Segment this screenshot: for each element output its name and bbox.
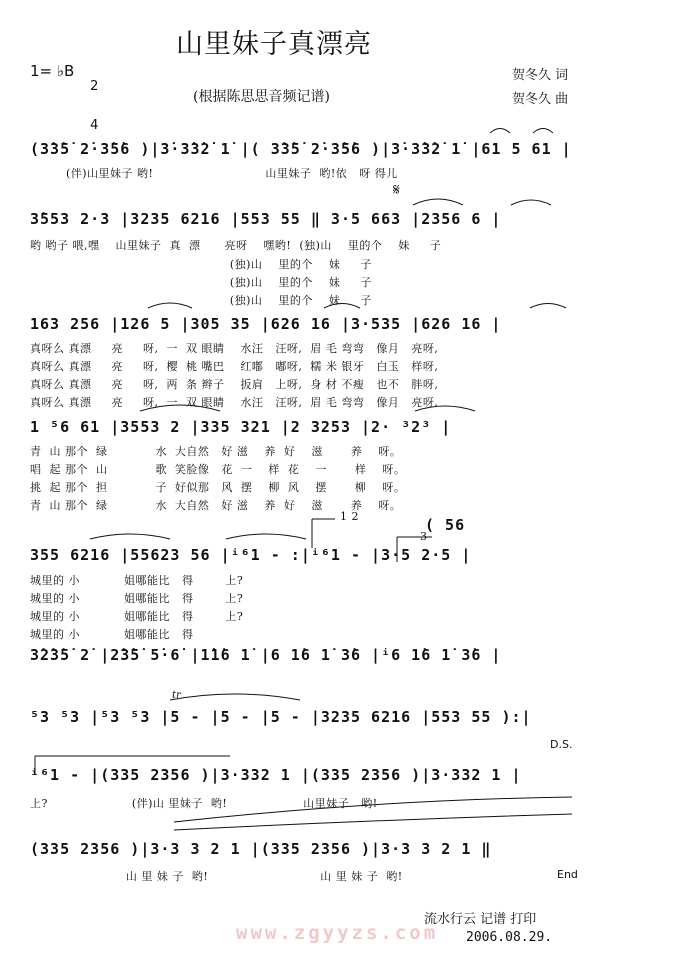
notation-row-1: (3̇3̇5̇ 2̇·3̇5̇6 )|3̇·3̇3̇2̇ 1̇ |( 3̇3̇5̇ 2̇·3̇5̇6 )|3̇·3̇3̇2̇ 1̇ |61 5 61 | [30, 140, 572, 158]
notation-row-6: 3̇2̇3̇5̇ 2̇ |2̇3̇5̇ 5̇·6̇ |1̇1̇6 1̇ |6 1̇6 1̇ 3̇6 |ⁱ6 1̇6 1̇ 3̇6 | [30, 646, 502, 664]
slur-mark [533, 129, 553, 134]
lyrics-row-8: 上? (伴)山 里妹子 哟! 山里妹子 哟! [30, 797, 378, 810]
lyrics-row-5-verse-2: 城里的 小 姐哪能比 得 上? [30, 592, 244, 605]
time-top: 2 [90, 79, 99, 94]
lyrics-row-1: (伴)山里妹子 哟! 山里妹子 哟!依 呀 得儿 [30, 167, 398, 180]
lyrics-row-4-verse-1: 青 山 那个 绿 水 大自然 好 滋 养 好 滋 养 呀。 [30, 445, 402, 458]
transcription-date: 2006.08.29. [466, 930, 553, 945]
notation-row-8: ⁱ⁶1 - |(335 2356 )|3·332 1 |(335 2356 )|3·332 1 | [30, 766, 522, 784]
tie-mark [170, 694, 300, 700]
slur-mark [490, 129, 510, 134]
slur-mark [511, 200, 551, 205]
lyricist-credit: 贺冬久 词 [512, 68, 569, 83]
notation-row-9: (335 2356 )|3·3 3 2 1 |(335 2356 )|3·3 3 2 1 ‖ [30, 840, 492, 858]
notation-row-4: 1 ⁵6 61 |3553 2 |335 321 |2 3253 |2· ³2³ | [30, 418, 452, 436]
volta-2-label: 3 [420, 530, 428, 543]
watermark-url: www.zgyyzs.com [236, 922, 439, 944]
segno-sign: 𝄋 [393, 180, 400, 199]
lyrics-row-3-verse-4: 真呀么 真漂 亮 呀, 一 双 眼睛 水汪 汪呀, 眉 毛 弯弯 像月 亮呀, [30, 396, 439, 409]
composer-credit: 贺冬久 曲 [512, 92, 569, 107]
pickup-notes: ( 56 [425, 516, 466, 534]
lyrics-row-4-verse-3: 挑 起 那个 担 子 好似那 风 摆 柳 风 摆 柳 呀。 [30, 481, 406, 494]
lyrics-row-3-verse-2: 真呀么 真漂 亮 呀, 樱 桃 嘴巴 红嘟 嘟呀, 糯 米 银牙 白玉 样呀, [30, 360, 439, 373]
volta-1-label: 1 2 [340, 510, 359, 523]
dal-segno: D.S. [550, 738, 573, 751]
lyrics-row-2-verse-2: (独)山 里的个 妹 子 [30, 258, 372, 271]
slur-mark [413, 199, 463, 205]
phrase-line [174, 814, 572, 830]
notation-row-5: 355 6216 |55623 56 |ⁱ⁶1 - :|ⁱ⁶1 - |3·5 2·5 | [30, 546, 472, 564]
slur-mark [90, 534, 170, 539]
time-bottom: 4 [90, 118, 99, 133]
slur-mark [226, 534, 306, 539]
key-signature: 1= ♭B [30, 62, 75, 80]
notation-row-2: 3̇553 2·3 |3235 6216 |553 55 ‖ 3·5 663 |2356 6 | [30, 210, 502, 228]
lyrics-row-5-verse-3: 城里的 小 姐哪能比 得 上? [30, 610, 244, 623]
notation-row-3: 163 256 |126 5 |305 35 |626 16 |3·535 |626 16 | [30, 315, 502, 333]
transcriber-credit: 流水行云 记谱 打印 [424, 912, 537, 927]
lyrics-row-5-verse-4: 城里的 小 姐哪能比 得 [30, 628, 194, 641]
lyrics-row-2-verse-1: 哟 哟子 喂,嘿 山里妹子 真 漂 亮呀 嘿哟! (独)山 里的个 妹 子 [30, 239, 442, 252]
lyrics-row-4-verse-4: 青 山 那个 绿 水 大自然 好 滋 养 好 滋 养 呀。 [30, 499, 402, 512]
lyrics-row-3-verse-1: 真呀么 真漂 亮 呀, 一 双 眼睛 水汪 汪呀, 眉 毛 弯弯 像月 亮呀, [30, 342, 439, 355]
end-mark: End [557, 868, 578, 881]
lyrics-row-2-verse-3: (独)山 里的个 妹 子 [30, 276, 372, 289]
slur-mark [530, 304, 566, 309]
notation-row-7: ⁵3 ⁵3 |⁵3 ⁵3 |5 - |5 - |5 - |3235 6216 |553 55 ):| [30, 708, 532, 726]
lyrics-row-9: 山 里 妹 子 哟! 山 里 妹 子 哟! [30, 870, 403, 883]
trill-mark: tr [172, 690, 181, 701]
lyrics-row-4-verse-2: 唱 起 那个 山 歌 笑脸像 花 一 样 花 一 样 呀。 [30, 463, 406, 476]
lyrics-row-2-verse-4: (独)山 里的个 妹 子 [30, 294, 372, 307]
song-title: 山里妹子真漂亮 [176, 29, 372, 60]
lyrics-row-3-verse-3: 真呀么 真漂 亮 呀, 两 条 辫子 扳肩 上呀, 身 材 不瘦 也不 胖呀, [30, 378, 439, 391]
lyrics-row-5-verse-1: 城里的 小 姐哪能比 得 上? [30, 574, 244, 587]
transcription-note: (根据陈思思音频记谱) [193, 89, 330, 105]
